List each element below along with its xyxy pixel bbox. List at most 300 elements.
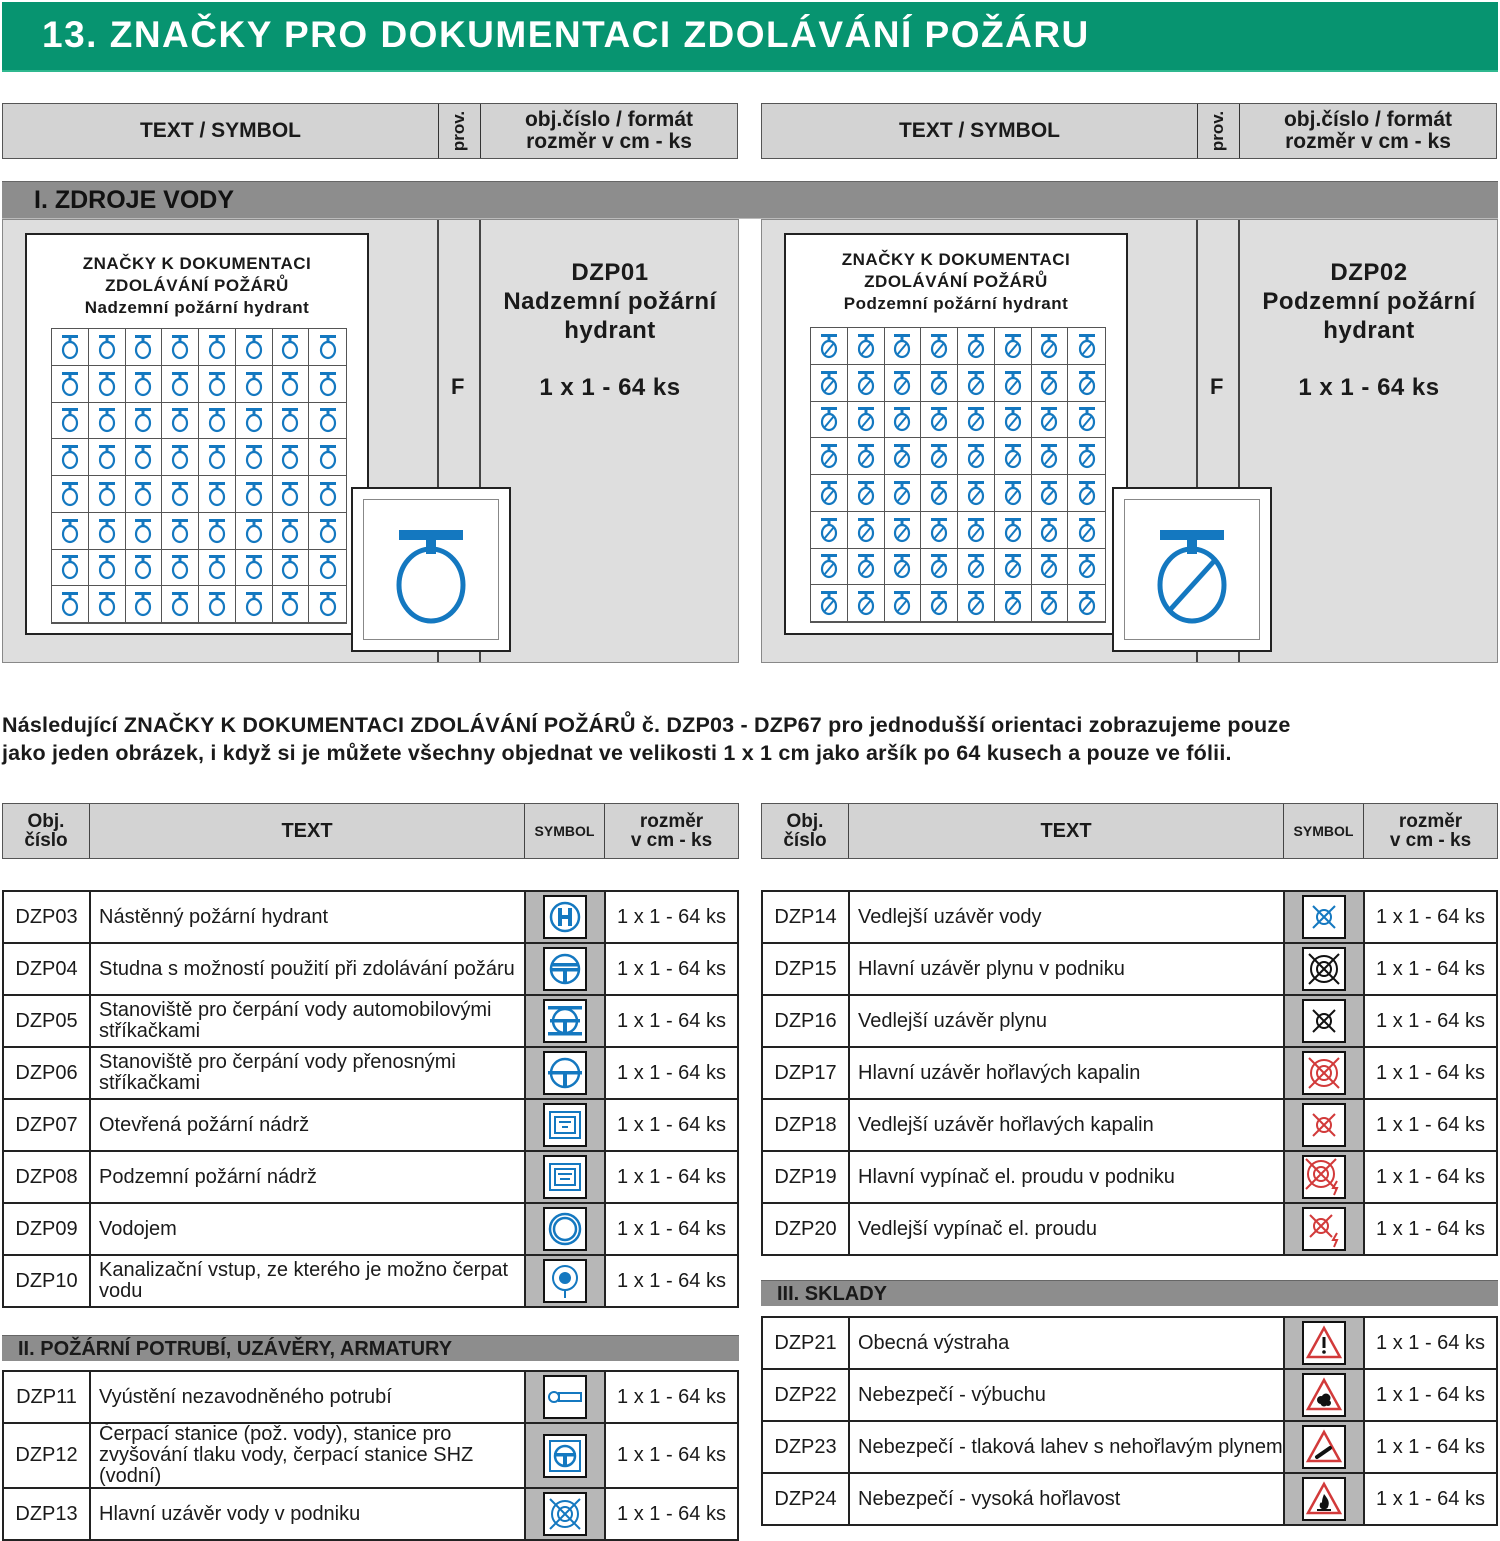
sticker-cell	[885, 475, 922, 512]
hydrant-above-ground-icon	[59, 370, 81, 398]
symbol-cell	[525, 943, 605, 995]
sticker-cell	[273, 513, 310, 550]
product-info: DZP02 Podzemní požární hydrant 1 x 1 - 64 ks	[1240, 258, 1498, 402]
col-text: TEXT	[849, 804, 1284, 858]
col-symbol: SYMBOL	[525, 804, 605, 858]
sticker-cell	[236, 403, 273, 440]
sticker-cell	[309, 403, 346, 440]
explosion-hazard-icon	[1304, 1375, 1344, 1415]
product-code: DZP01	[571, 259, 649, 286]
prov-value: F	[451, 374, 465, 399]
hydrant-underground-icon	[965, 369, 987, 397]
sticker-cell	[199, 403, 236, 440]
sticker-cell	[958, 512, 995, 549]
symbol-enlarged	[1112, 487, 1272, 652]
table-row	[762, 943, 1497, 995]
sticker-cell	[126, 329, 163, 366]
item-text: Vedlejší vypínač el. proudu	[849, 1203, 1284, 1255]
hydrant-underground-icon	[965, 442, 987, 470]
hydrant-above-ground-icon	[279, 553, 301, 581]
sticker-cell	[52, 366, 89, 403]
table-row	[3, 891, 738, 943]
table-row	[3, 1099, 738, 1151]
sticker-cell	[921, 512, 958, 549]
sticker-cell	[309, 476, 346, 513]
table-row	[3, 995, 738, 1047]
sticker-cell	[811, 585, 848, 622]
table-row	[762, 1369, 1497, 1421]
hydrant-above-ground-icon	[206, 517, 228, 545]
sticker-cell	[1068, 475, 1105, 512]
symbol-cell	[1284, 943, 1364, 995]
table-row	[3, 1423, 738, 1488]
hydrant-underground-icon	[1038, 369, 1060, 397]
hydrant-above-ground-icon	[206, 590, 228, 618]
table-row	[762, 891, 1497, 943]
sticker-cell	[995, 402, 1032, 439]
item-text: Hlavní uzávěr vody v podniku	[90, 1488, 525, 1540]
symbol-cell	[1284, 1151, 1364, 1203]
table-row	[762, 1421, 1497, 1473]
hydrant-above-ground-icon	[206, 406, 228, 434]
hydrant-above-ground-icon	[243, 406, 265, 434]
hydrant-above-ground-icon	[169, 553, 191, 581]
sticker-cell	[199, 439, 236, 476]
product-panel-dzp01	[2, 219, 739, 663]
product-name: Podzemní požární	[1262, 288, 1476, 315]
sticker-cell	[236, 513, 273, 550]
sticker-cell	[126, 439, 163, 476]
sticker-cell	[1068, 365, 1105, 402]
hydrant-above-ground-icon	[96, 333, 118, 361]
table-row	[3, 1371, 738, 1423]
size-value: 1 x 1 - 64 ks	[605, 1371, 738, 1423]
symbol-cell	[525, 1255, 605, 1307]
sticker-grid	[51, 328, 347, 624]
hydrant-above-ground-icon	[59, 406, 81, 434]
sticker-cell	[995, 438, 1032, 475]
size-value: 1 x 1 - 64 ks	[605, 1151, 738, 1203]
hydrant-above-ground-icon	[279, 443, 301, 471]
sticker-cell	[995, 365, 1032, 402]
top-header-right	[761, 103, 1497, 159]
sticker-cell	[811, 549, 848, 586]
portable-pump-station-icon	[545, 1053, 585, 1093]
hydrant-above-ground-icon	[243, 333, 265, 361]
obj-code: DZP08	[3, 1151, 90, 1203]
size-value: 1 x 1 - 64 ks	[1364, 1473, 1497, 1525]
sticker-cell	[89, 476, 126, 513]
sticker-cell	[52, 586, 89, 623]
hydrant-above-ground-icon	[381, 515, 481, 625]
table-row	[762, 1203, 1497, 1255]
info-note: Následující ZNAČKY K DOKUMENTACI ZDOLÁVÁNÍ POŽÁRŮ č. DZP03 - DZP67 pro jednodušší orientaci zobrazujeme pouze jako jeden obrázek, i když si je můžete všechny objednat ve velikosti 1 x 1 cm jako aršík po 64 kusech a pouze ve fólii.	[2, 713, 1291, 765]
dry-pipe-outlet-icon	[545, 1377, 585, 1417]
sticker-cell	[848, 402, 885, 439]
hydrant-above-ground-icon	[96, 517, 118, 545]
sticker-cell	[52, 513, 89, 550]
obj-code: DZP20	[762, 1203, 849, 1255]
hydrant-underground-icon	[1002, 369, 1024, 397]
sticker-cell	[921, 438, 958, 475]
item-text: Stanoviště pro čerpání vody automobilovými stříkačkami	[90, 995, 525, 1047]
sticker-cell	[89, 329, 126, 366]
hydrant-above-ground-icon	[59, 333, 81, 361]
hydrant-underground-icon	[818, 589, 840, 617]
sticker-cell	[52, 476, 89, 513]
obj-code: DZP17	[762, 1047, 849, 1099]
symbol-cell	[1284, 1203, 1364, 1255]
symbol-cell	[1284, 1473, 1364, 1525]
items-table-pipes	[2, 1370, 739, 1541]
section-header-pipes: II. POŽÁRNÍ POTRUBÍ, UZÁVĚRY, ARMATURY	[2, 1335, 739, 1361]
sticker-cell	[885, 328, 922, 365]
sticker-cell	[848, 365, 885, 402]
symbol-cell	[1284, 1317, 1364, 1369]
size-value: 1 x 1 - 64 ks	[1364, 1369, 1497, 1421]
sticker-cell	[848, 585, 885, 622]
symbol-enlarged	[351, 487, 511, 652]
hydrant-above-ground-icon	[132, 333, 154, 361]
sticker-cell	[89, 586, 126, 623]
sticker-cell	[89, 366, 126, 403]
symbol-cell	[1284, 1421, 1364, 1473]
hydrant-underground-icon	[1076, 405, 1098, 433]
symbol-cell	[1284, 1047, 1364, 1099]
sticker-cell	[89, 403, 126, 440]
item-text: Stanoviště pro čerpání vody přenosnými stříkačkami	[90, 1047, 525, 1099]
hydrant-underground-icon	[1076, 369, 1098, 397]
table-row	[762, 1099, 1497, 1151]
hydrant-above-ground-icon	[96, 553, 118, 581]
size-value: 1 x 1 - 64 ks	[1364, 891, 1497, 943]
sticker-cell	[52, 403, 89, 440]
hydrant-above-ground-icon	[317, 553, 339, 581]
sticker-cell	[921, 328, 958, 365]
hydrant-underground-icon	[855, 516, 877, 544]
hydrant-underground-icon	[1076, 479, 1098, 507]
sticker-cell	[811, 402, 848, 439]
hydrant-above-ground-icon	[59, 480, 81, 508]
sticker-cell	[958, 365, 995, 402]
size-value: 1 x 1 - 64 ks	[605, 1488, 738, 1540]
sticker-cell	[958, 585, 995, 622]
symbol-cell	[525, 1423, 605, 1488]
hydrant-underground-icon	[965, 552, 987, 580]
sticker-cell	[236, 329, 273, 366]
item-text: Nebezpečí - tlaková lahev s nehořlavým plynem	[849, 1421, 1284, 1473]
col-obj: Obj. číslo	[3, 804, 90, 858]
item-text: Nebezpečí - vysoká hořlavost	[849, 1473, 1284, 1525]
table-row	[762, 1151, 1497, 1203]
hydrant-underground-icon	[818, 479, 840, 507]
sticker-cell	[309, 550, 346, 587]
hydrant-above-ground-icon	[243, 553, 265, 581]
sticker-cell	[162, 586, 199, 623]
hydrant-above-ground-icon	[96, 443, 118, 471]
product-format: 1 x 1 - 64 ks	[1298, 374, 1440, 401]
hydrant-underground-icon	[1002, 332, 1024, 360]
secondary-flammable-liquid-valve-icon	[1304, 1105, 1344, 1145]
items-table-valves	[761, 890, 1498, 1256]
sticker-cell	[309, 439, 346, 476]
sticker-cell	[1032, 512, 1069, 549]
sticker-cell	[1032, 549, 1069, 586]
obj-code: DZP15	[762, 943, 849, 995]
table-row	[3, 943, 738, 995]
col-size: rozměr v cm - ks	[630, 811, 713, 851]
hydrant-above-ground-icon	[317, 480, 339, 508]
sticker-cell	[162, 439, 199, 476]
sticker-cell	[126, 366, 163, 403]
product-code: DZP02	[1330, 259, 1408, 286]
hydrant-above-ground-icon	[59, 590, 81, 618]
sticker-cell	[273, 476, 310, 513]
sticker-cell	[1068, 438, 1105, 475]
sticker-cell	[273, 586, 310, 623]
hydrant-underground-icon	[1076, 589, 1098, 617]
sticker-cell	[273, 366, 310, 403]
sticker-cell	[958, 328, 995, 365]
hydrant-above-ground-icon	[132, 590, 154, 618]
main-gas-valve-icon	[1304, 949, 1344, 989]
sticker-cell	[1032, 585, 1069, 622]
sticker-cell	[995, 512, 1032, 549]
hydrant-above-ground-icon	[317, 333, 339, 361]
item-text: Hlavní uzávěr plynu v podniku	[849, 943, 1284, 995]
sticker-cell	[811, 512, 848, 549]
symbol-cell	[525, 1488, 605, 1540]
sticker-cell	[848, 512, 885, 549]
symbol-cell	[525, 1151, 605, 1203]
sticker-cell	[958, 549, 995, 586]
sticker-cell	[848, 438, 885, 475]
sticker-cell	[811, 365, 848, 402]
sewer-inlet-icon	[545, 1261, 585, 1301]
sticker-cell	[848, 475, 885, 512]
hydrant-above-ground-icon	[96, 590, 118, 618]
hydrant-underground-icon	[1038, 405, 1060, 433]
sticker-cell	[199, 550, 236, 587]
sticker-cell	[1032, 438, 1069, 475]
hydrant-underground-icon	[1076, 552, 1098, 580]
hydrant-above-ground-icon	[169, 370, 191, 398]
sticker-cell	[162, 476, 199, 513]
sticker-cell	[885, 365, 922, 402]
sticker-cell	[236, 550, 273, 587]
header-text-symbol: TEXT / SYMBOL	[762, 104, 1198, 158]
general-warning-icon	[1304, 1323, 1344, 1363]
hydrant-underground-icon	[818, 552, 840, 580]
obj-code: DZP21	[762, 1317, 849, 1369]
sticker-cell	[52, 329, 89, 366]
obj-code: DZP10	[3, 1255, 90, 1307]
obj-code: DZP11	[3, 1371, 90, 1423]
hydrant-above-ground-icon	[243, 517, 265, 545]
size-value: 1 x 1 - 64 ks	[1364, 995, 1497, 1047]
item-text: Vedlejší uzávěr hořlavých kapalin	[849, 1099, 1284, 1151]
table-row	[762, 1473, 1497, 1525]
size-value: 1 x 1 - 64 ks	[605, 891, 738, 943]
hydrant-underground-icon	[1038, 552, 1060, 580]
sticker-cell	[236, 439, 273, 476]
item-text: Vedlejší uzávěr plynu	[849, 995, 1284, 1047]
hydrant-above-ground-icon	[132, 443, 154, 471]
symbol-cell	[525, 1203, 605, 1255]
item-text: Nástěnný požární hydrant	[90, 891, 525, 943]
underground-tank-icon	[545, 1157, 585, 1197]
open-tank-icon	[545, 1105, 585, 1145]
sticker-cell	[52, 439, 89, 476]
sticker-cell	[921, 365, 958, 402]
hydrant-underground-icon	[1002, 552, 1024, 580]
col-text: TEXT	[90, 804, 525, 858]
hydrant-underground-icon	[855, 589, 877, 617]
sticker-cell	[885, 512, 922, 549]
table-row	[3, 1203, 738, 1255]
obj-code: DZP13	[3, 1488, 90, 1540]
sticker-cell	[995, 585, 1032, 622]
sticker-cell	[995, 475, 1032, 512]
hydrant-above-ground-icon	[317, 590, 339, 618]
table-row	[3, 1047, 738, 1099]
header-obj: obj.číslo / formát rozměr v cm - ks	[524, 108, 694, 153]
sticker-cell	[885, 585, 922, 622]
symbol-cell	[525, 1047, 605, 1099]
wall-hydrant-icon	[545, 897, 585, 937]
hydrant-above-ground-icon	[132, 553, 154, 581]
hydrant-underground-icon	[928, 516, 950, 544]
sticker-cell	[1068, 549, 1105, 586]
hydrant-underground-icon	[818, 516, 840, 544]
hydrant-underground-icon	[818, 442, 840, 470]
obj-code: DZP23	[762, 1421, 849, 1473]
table-row	[3, 1151, 738, 1203]
hydrant-above-ground-icon	[206, 333, 228, 361]
item-text: Vedlejší uzávěr vody	[849, 891, 1284, 943]
page-banner	[2, 2, 1498, 72]
item-text: Otevřená požární nádrž	[90, 1099, 525, 1151]
hydrant-underground-icon	[1076, 442, 1098, 470]
hydrant-underground-icon	[855, 369, 877, 397]
obj-code: DZP12	[3, 1423, 90, 1488]
hydrant-above-ground-icon	[169, 406, 191, 434]
hydrant-underground-icon	[891, 405, 913, 433]
size-value: 1 x 1 - 64 ks	[1364, 1099, 1497, 1151]
item-text: Studna s možností použití při zdolávání požáru	[90, 943, 525, 995]
sticker-cell	[199, 513, 236, 550]
hydrant-above-ground-icon	[243, 590, 265, 618]
sticker-cell	[309, 329, 346, 366]
table-header-left	[2, 803, 739, 859]
hydrant-underground-icon	[855, 552, 877, 580]
size-value: 1 x 1 - 64 ks	[1364, 1151, 1497, 1203]
header-prov: prov.	[1198, 104, 1240, 158]
hydrant-underground-icon	[818, 369, 840, 397]
sticker-cell	[1068, 585, 1105, 622]
main-power-switch-icon	[1304, 1157, 1344, 1197]
hydrant-above-ground-icon	[132, 406, 154, 434]
hydrant-above-ground-icon	[169, 443, 191, 471]
item-text: Hlavní vypínač el. proudu v podniku	[849, 1151, 1284, 1203]
hydrant-above-ground-icon	[243, 443, 265, 471]
product-info: DZP01 Nadzemní požární hydrant 1 x 1 - 64 ks	[481, 258, 739, 402]
sticker-cell	[89, 550, 126, 587]
sticker-cell	[811, 328, 848, 365]
hydrant-above-ground-icon	[206, 480, 228, 508]
product-panel-dzp02	[761, 219, 1498, 663]
table-row	[762, 1047, 1497, 1099]
hydrant-underground-icon	[818, 332, 840, 360]
sticker-cell	[811, 475, 848, 512]
sticker-cell	[309, 513, 346, 550]
obj-code: DZP06	[3, 1047, 90, 1099]
item-text: Podzemní požární nádrž	[90, 1151, 525, 1203]
hydrant-above-ground-icon	[96, 480, 118, 508]
size-value: 1 x 1 - 64 ks	[605, 943, 738, 995]
sticker-cell	[162, 366, 199, 403]
hydrant-above-ground-icon	[279, 590, 301, 618]
well-icon	[545, 949, 585, 989]
sticker-cell	[958, 402, 995, 439]
pump-station-icon	[545, 1436, 585, 1476]
size-value: 1 x 1 - 64 ks	[1364, 943, 1497, 995]
sticker-cell	[885, 549, 922, 586]
hydrant-underground-icon	[965, 332, 987, 360]
item-text: Hlavní uzávěr hořlavých kapalin	[849, 1047, 1284, 1099]
hydrant-underground-icon	[1038, 479, 1060, 507]
hydrant-underground-icon	[1038, 516, 1060, 544]
obj-code: DZP22	[762, 1369, 849, 1421]
items-table-storage	[761, 1316, 1498, 1526]
sticker-cell	[309, 586, 346, 623]
sticker-cell	[848, 328, 885, 365]
hydrant-underground-icon	[891, 552, 913, 580]
sticker-cell	[162, 403, 199, 440]
sticker-cell	[811, 438, 848, 475]
item-text: Nebezpečí - výbuchu	[849, 1369, 1284, 1421]
table-row	[762, 1317, 1497, 1369]
item-text: Vodojem	[90, 1203, 525, 1255]
hydrant-above-ground-icon	[279, 406, 301, 434]
size-value: 1 x 1 - 64 ks	[605, 1423, 738, 1488]
size-value: 1 x 1 - 64 ks	[605, 1203, 738, 1255]
hydrant-underground-icon	[891, 479, 913, 507]
item-text: Čerpací stanice (pož. vody), stanice pro zvyšování tlaku vody, čerpací stanice SHZ (vodní)	[90, 1423, 525, 1488]
sticker-cell	[1032, 365, 1069, 402]
col-symbol: SYMBOL	[1284, 804, 1364, 858]
main-flammable-liquid-valve-icon	[1304, 1053, 1344, 1093]
section-header-water-sources: I. ZDROJE VODY	[2, 181, 1498, 219]
sticker-cell	[199, 476, 236, 513]
hydrant-above-ground-icon	[132, 480, 154, 508]
sticker-cell	[273, 550, 310, 587]
hydrant-underground-icon	[855, 405, 877, 433]
obj-code: DZP24	[762, 1473, 849, 1525]
sticker-cell	[126, 513, 163, 550]
col-size: rozměr v cm - ks	[1389, 811, 1472, 851]
sticker-cell	[236, 366, 273, 403]
sticker-cell	[958, 475, 995, 512]
table-row	[3, 1255, 738, 1307]
hydrant-underground-icon	[891, 369, 913, 397]
hydrant-above-ground-icon	[279, 370, 301, 398]
sticker-cell	[995, 549, 1032, 586]
sticker-cell	[921, 475, 958, 512]
hydrant-underground-icon	[965, 516, 987, 544]
hydrant-underground-icon	[1142, 515, 1242, 625]
sticker-sheet-preview: ZNAČKY K DOKUMENTACI ZDOLÁVÁNÍ POŽÁRŮ Podzemní požární hydrant	[784, 233, 1128, 635]
